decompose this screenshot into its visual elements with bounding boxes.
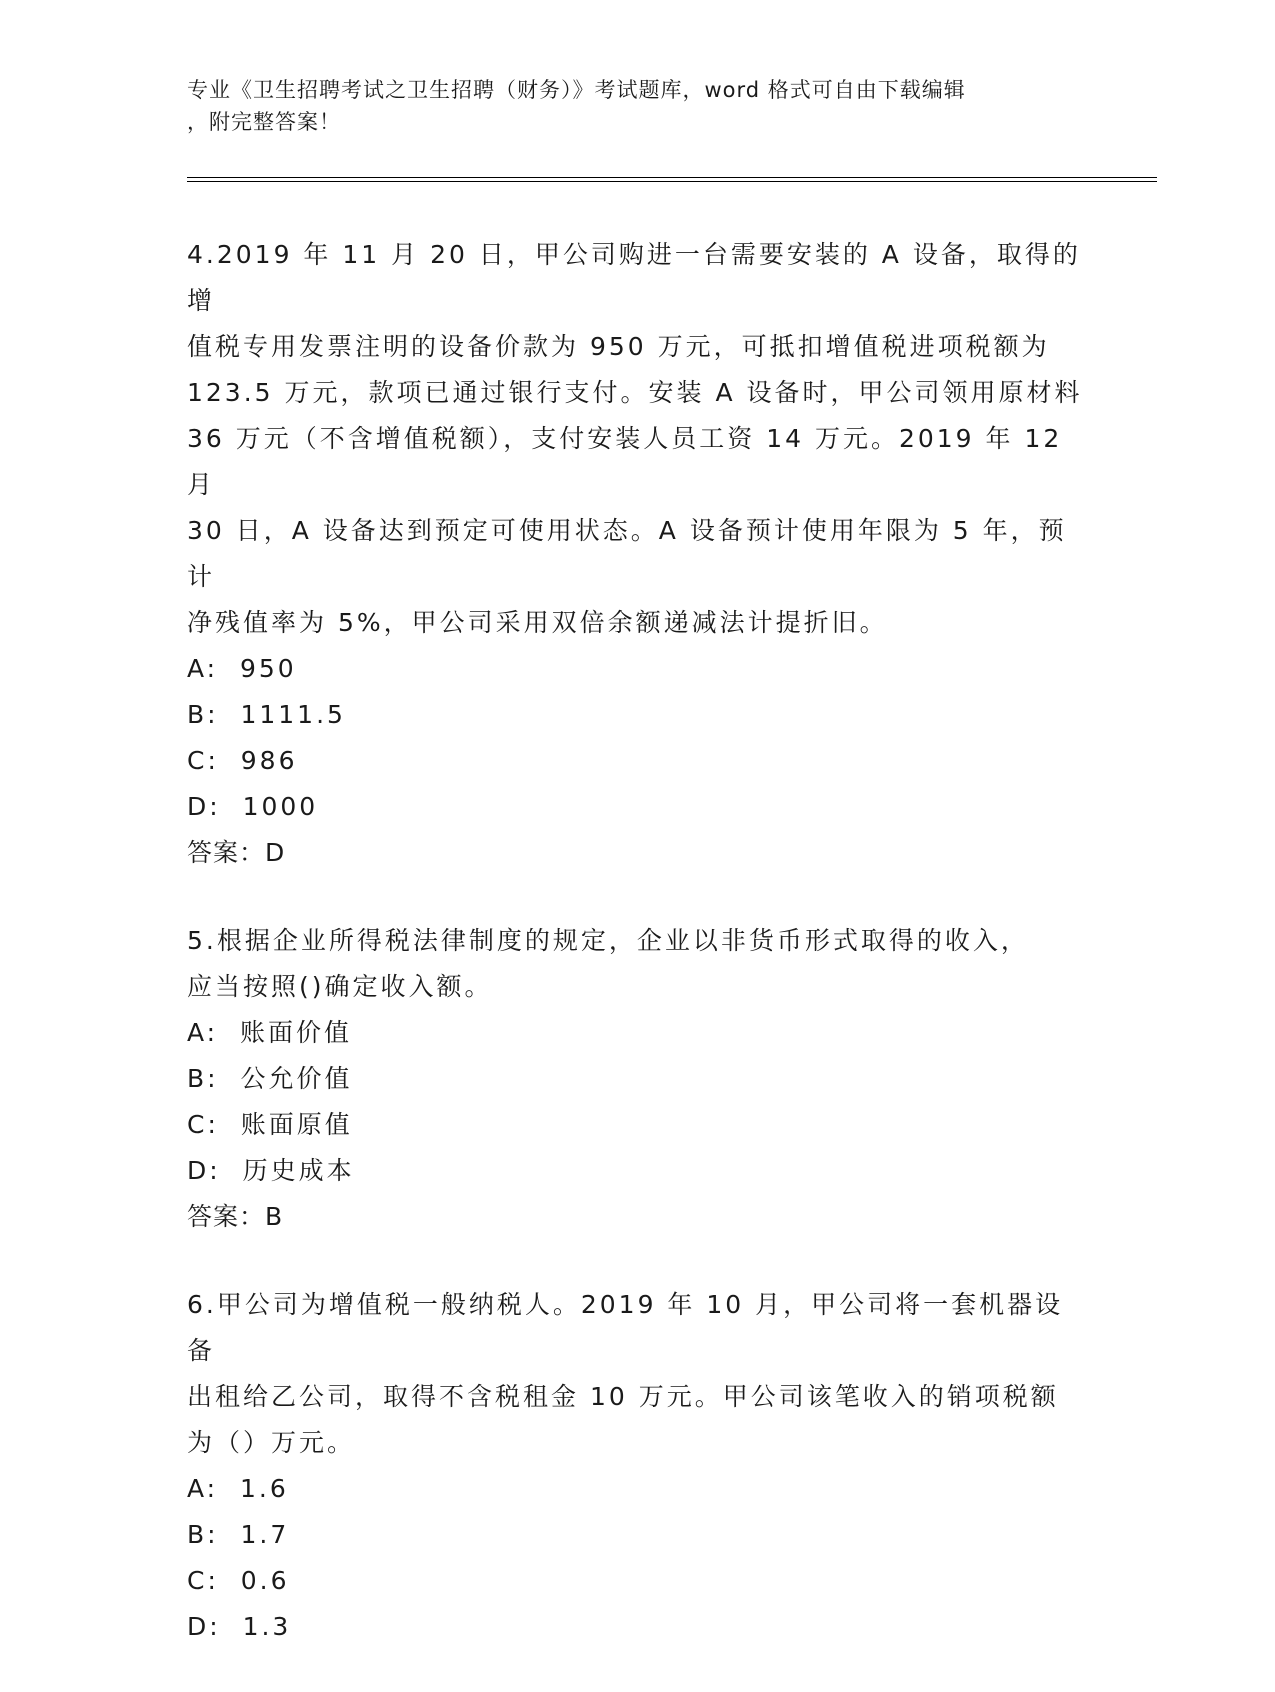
option-b: B: 1.7 bbox=[187, 1520, 290, 1549]
stem-line: 出租给乙公司，取得不含税租金 10 万元。甲公司该笔收入的销项税额 bbox=[187, 1382, 1059, 1411]
option-c: C: 账面原值 bbox=[187, 1110, 353, 1139]
stem-line: 4.2019 年 11 月 20 日，甲公司购进一台需要安装的 A 设备，取得的增 bbox=[187, 240, 1081, 315]
stem-line: 123.5 万元，款项已通过银行支付。安装 A 设备时，甲公司领用原材料 bbox=[187, 378, 1083, 407]
question-6 bbox=[187, 1282, 1087, 1650]
option-a: A: 1.6 bbox=[187, 1474, 289, 1503]
stem-line: 5.根据企业所得税法律制度的规定，企业以非货币形式取得的收入， bbox=[187, 926, 1029, 955]
option-d: D: 1.3 bbox=[187, 1612, 292, 1641]
question-stem bbox=[187, 918, 1087, 1010]
header-divider bbox=[187, 177, 1157, 182]
option-d: D: 1000 bbox=[187, 792, 319, 821]
question-4 bbox=[187, 232, 1087, 876]
document-header bbox=[187, 74, 1067, 138]
stem-line: 为（）万元。 bbox=[187, 1428, 356, 1457]
question-5 bbox=[187, 918, 1087, 1240]
option-a: A: 950 bbox=[187, 654, 297, 683]
header-line-1: 专业《卫生招聘考试之卫生招聘（财务）》考试题库，word 格式可自由下载编辑 bbox=[187, 78, 966, 102]
answer-line: 答案：D bbox=[187, 838, 286, 867]
stem-line: 30 日，A 设备达到预定可使用状态。A 设备预计使用年限为 5 年，预计 bbox=[187, 516, 1067, 591]
stem-line: 6.甲公司为增值税一般纳税人。2019 年 10 月，甲公司将一套机器设备 bbox=[187, 1290, 1064, 1365]
question-list bbox=[187, 232, 1087, 1692]
option-c: C: 0.6 bbox=[187, 1566, 290, 1595]
question-stem bbox=[187, 1282, 1087, 1466]
option-d: D: 历史成本 bbox=[187, 1156, 355, 1185]
stem-line: 36 万元（不含增值税额），支付安装人员工资 14 万元。2019 年 12 月 bbox=[187, 424, 1063, 499]
header-line-2: ，附完整答案！ bbox=[187, 110, 341, 134]
option-a: A: 账面价值 bbox=[187, 1018, 352, 1047]
stem-line: 净残值率为 5%，甲公司采用双倍余额递减法计提折旧。 bbox=[187, 608, 888, 637]
option-c: C: 986 bbox=[187, 746, 298, 775]
option-b: B: 1111.5 bbox=[187, 700, 346, 729]
stem-line: 值税专用发票注明的设备价款为 950 万元，可抵扣增值税进项税额为 bbox=[187, 332, 1050, 361]
question-stem bbox=[187, 232, 1087, 646]
option-b: B: 公允价值 bbox=[187, 1064, 353, 1093]
answer-line: 答案：B bbox=[187, 1202, 284, 1231]
stem-line: 应当按照()确定收入额。 bbox=[187, 972, 493, 1001]
